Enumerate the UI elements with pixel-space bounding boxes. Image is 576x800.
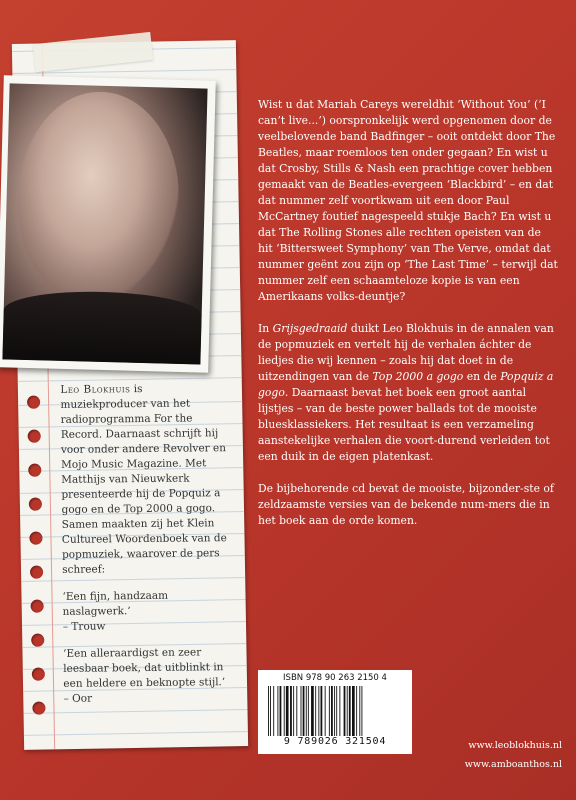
author-face [16, 90, 181, 304]
quote-source: – Trouw [62, 620, 106, 633]
author-bio [60, 381, 230, 719]
text-run: . Daarnaast bevat het boek een groot aantal lijstjes – van de beste power ballads tot de mooiste bluesklassiekers. Het resultaat is een verzameling aanstekelijke verhalen die voort-durend verleiden tot een duik in de eigen platenkast. [258, 386, 550, 463]
text-run: duikt Leo Blokhuis in de annalen van de popmuziek en vertelt hij de verhalen áchter de liedjes die wij kennen – zoals hij dat doet in de uitzendingen van de [258, 322, 554, 383]
press-quote-2: ‘Een alleraardigst en zeer leesbaar boek, dat uitblinkt in een heldere en beknopte stijl.’ – Oor [63, 646, 226, 705]
punch-hole [31, 634, 44, 647]
author-shirt [2, 289, 202, 364]
text-run: en de [463, 370, 501, 383]
punch-hole [28, 464, 41, 477]
press-quote-1 [62, 588, 228, 635]
barcode-box [258, 670, 412, 754]
punch-hole [29, 498, 42, 511]
punch-hole [31, 600, 44, 613]
punch-hole [29, 532, 42, 545]
punch-hole [32, 702, 45, 715]
punch-hole [27, 396, 40, 409]
show-title: Popquiz a gogo [258, 370, 554, 399]
website-links [465, 736, 562, 774]
barcode-digits: 9 789026 321504 [283, 736, 387, 747]
blurb-paragraph-1: Wist u dat Mariah Careys wereldhit ‘Without You’ (‘I can’t live...’) oorspronkelijk werd opgenomen door de veelbelovende band Badfinger – ooit ontdekt door The Beatles, maar roemloos ten onder gegaan? En wist u dat Crosby, Stills & Nash een prachtige cover hebben gemaakt van de Beatles-evergeen ‘Blackbird’ – en dat dat nummer zelf voortkwam uit een door Paul McCartney foutief nagespeeld stukje Bach? En wist u dat The Rolling Stones alle rechten opeisten van de hit ‘Bittersweet Symphony’ van The Verve, omdat dat nummer geënt zou zijn op ‘The Last Time’ – terwijl dat nummer zelf een schaamteloze kopie is van een Amerikaans volks-deuntje? [258, 98, 558, 303]
book-title: Grijsgedraaid [272, 322, 348, 335]
blurb-column [258, 97, 558, 545]
punch-hole [30, 566, 43, 579]
punch-hole [32, 668, 45, 681]
website-leoblokhuis[interactable]: www.leoblokhuis.nl [468, 740, 562, 751]
bio-text: is muziekproducer van het radioprogramma For the Record. Daarnaast schrijft hij voor onder andere Revolver en Mojo Music Magazine. Met Matthijs van Nieuwkerk presenteerde hij de Popquiz a gogo en de Top 2000 a gogo. Samen maakten zij het Klein Cultureel Woordenboek van de popmuziek, waarover de pers schreef: [60, 383, 227, 576]
author-photo [2, 83, 207, 364]
author-photo-frame [0, 75, 216, 372]
punch-hole [28, 430, 41, 443]
quote-text: ‘Een fijn, handzaam naslagwerk.’ [62, 589, 169, 618]
blurb-paragraph-2 [258, 321, 558, 465]
blurb-paragraph-3: De bijbehorende cd bevat de mooiste, bijzonder-ste of zeldzaamste versies van de bekende num-mers die in het boek aan de orde komen. [258, 482, 554, 527]
show-title: Top 2000 a gogo [372, 370, 464, 383]
website-amboanthos[interactable]: www.amboanthos.nl [464, 759, 562, 770]
barcode-icon [266, 686, 406, 736]
isbn-label: ISBN 978 90 263 2150 4 [283, 673, 387, 683]
bio-paragraph [60, 381, 228, 578]
text-run: In [258, 322, 273, 335]
author-name: Leo Blokhuis [60, 383, 131, 396]
